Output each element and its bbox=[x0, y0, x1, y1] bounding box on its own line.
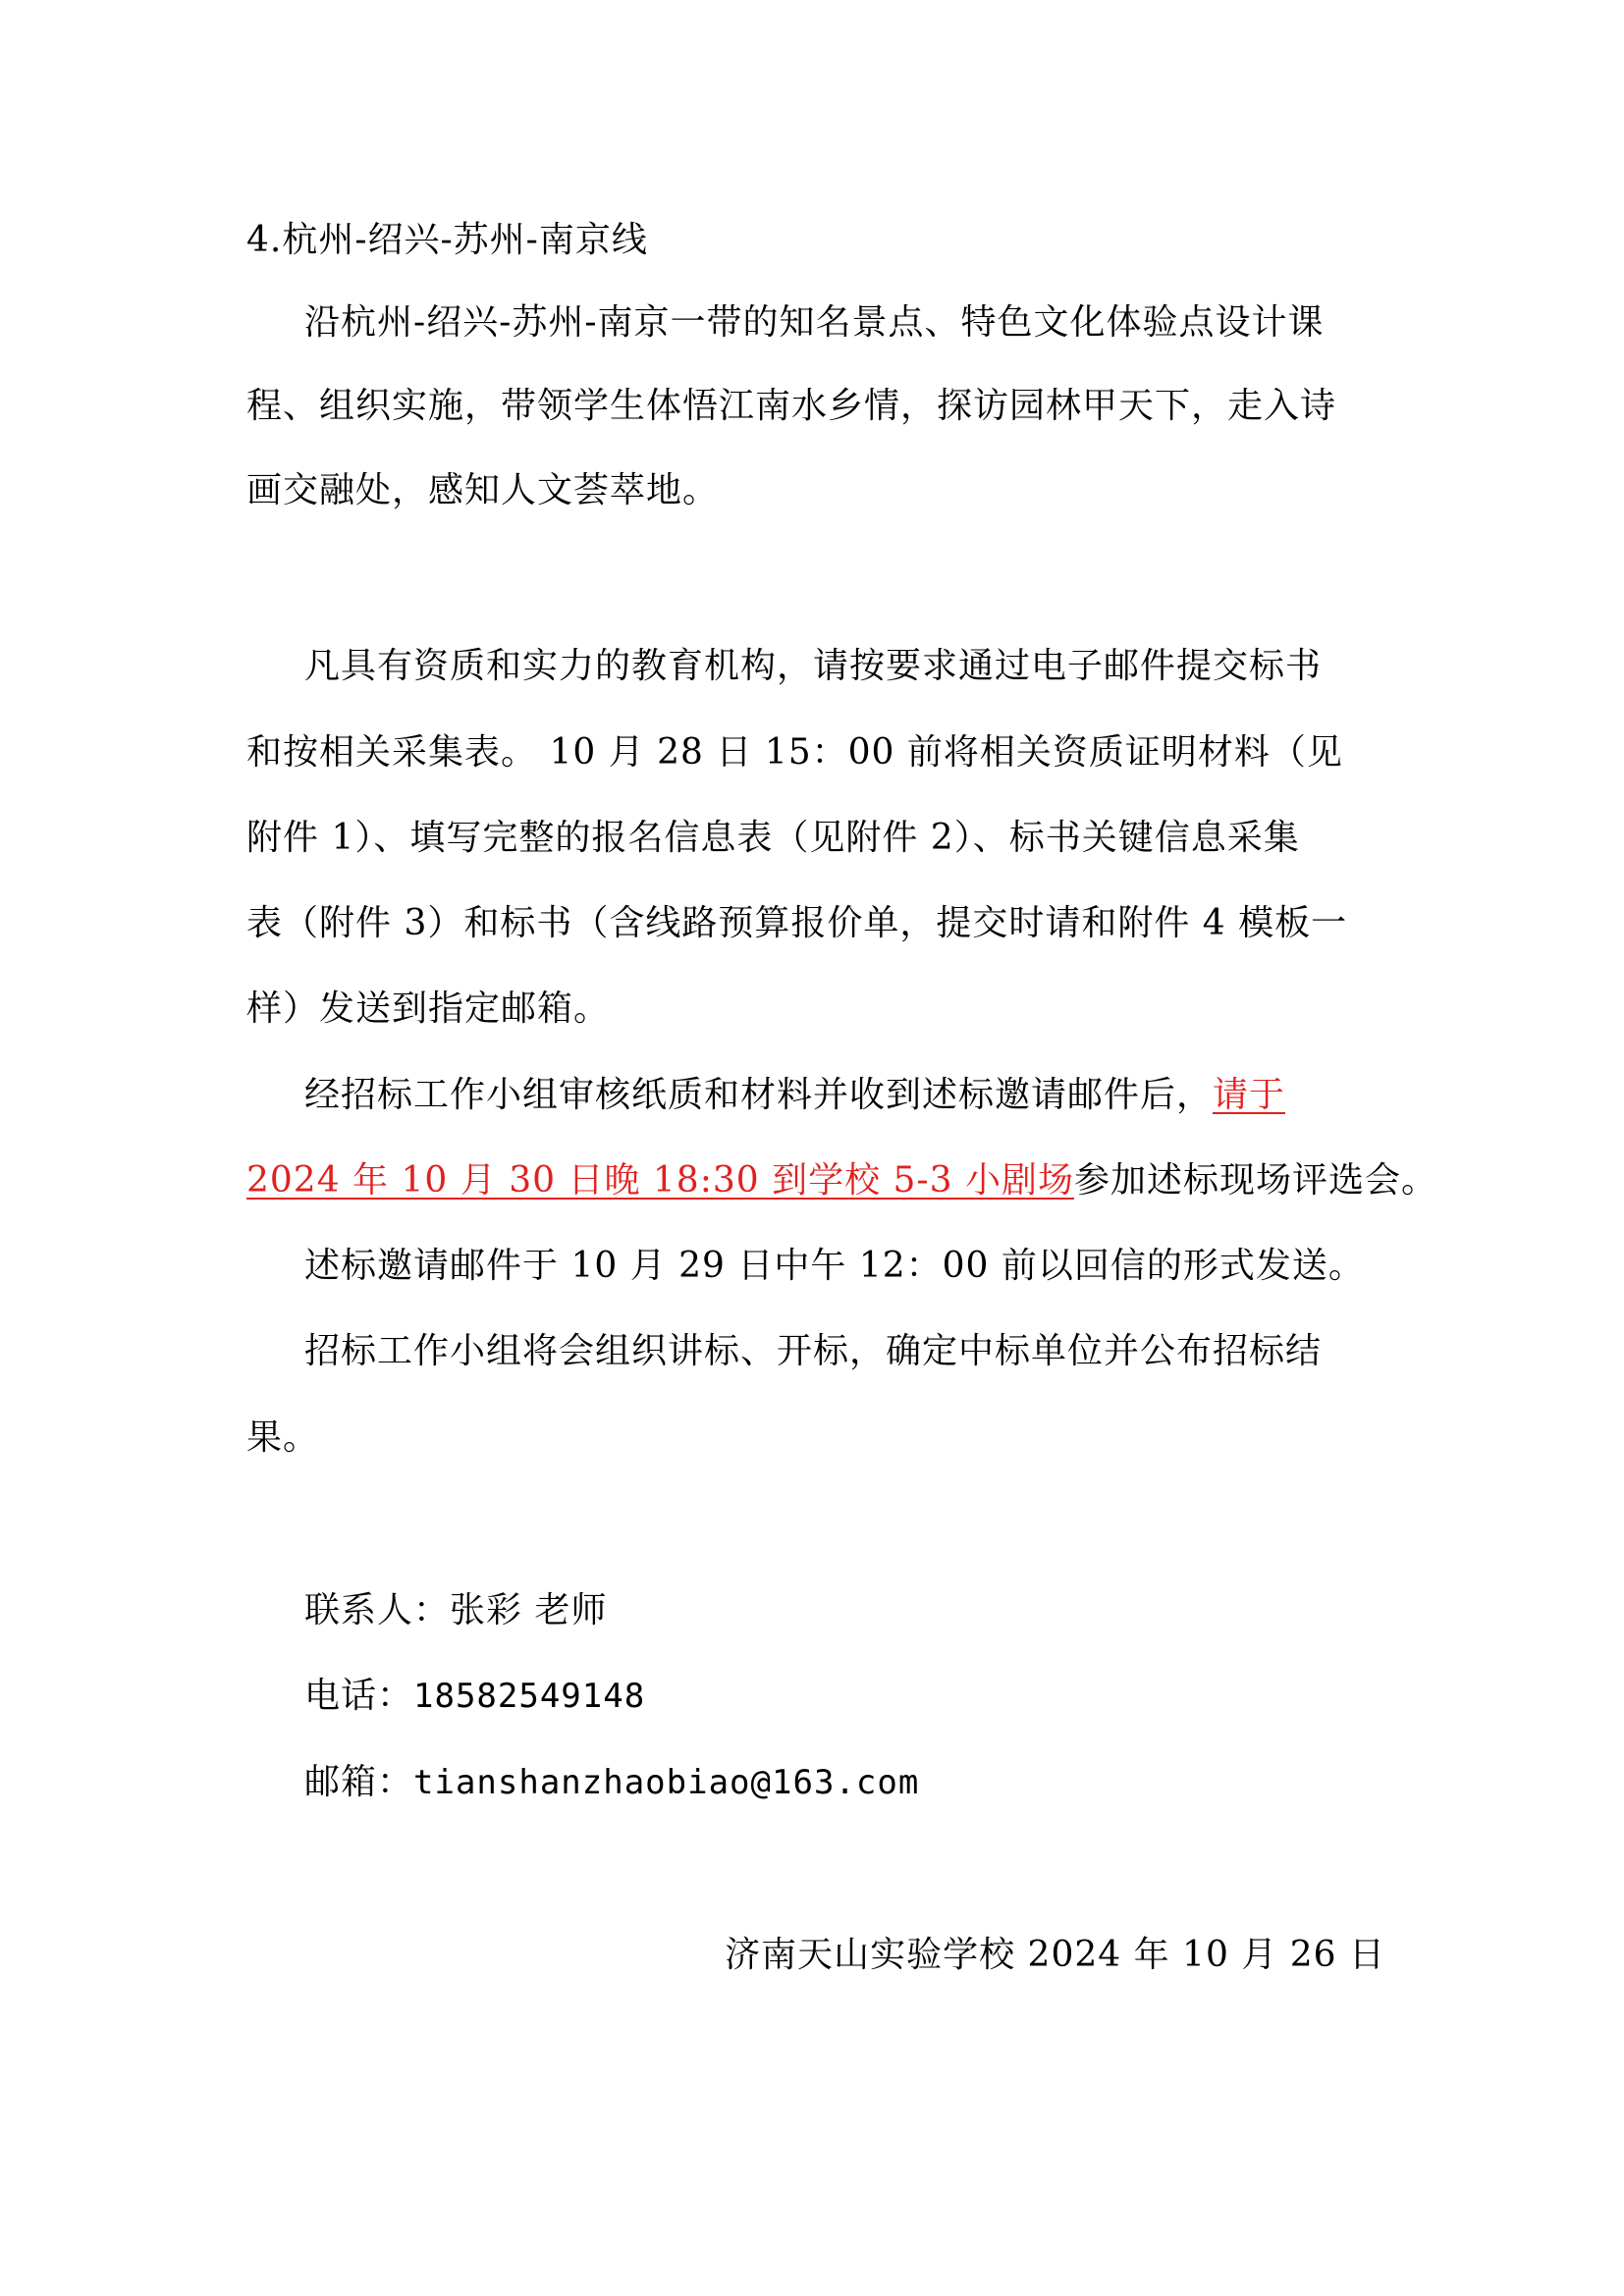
review-highlight-start: 请于 bbox=[1213, 1075, 1286, 1115]
submission-line-3: 附件 1）、填写完整的报名信息表（见附件 2）、标书关键信息采集 bbox=[246, 818, 1300, 858]
review-line-2 bbox=[246, 1157, 1437, 1204]
contact-phone-value: 18582549148 bbox=[413, 1677, 646, 1716]
contact-email-value[interactable]: tianshanzhaobiao@163.com bbox=[413, 1763, 920, 1802]
contact-phone-label: 电话： bbox=[304, 1676, 414, 1716]
route-paragraph-line-1: 沿杭州-绍兴-苏州-南京一带的知名景点、特色文化体验点设计课 bbox=[304, 302, 1325, 343]
review-line-1-prefix: 经招标工作小组审核纸质和材料并收到述标邀请邮件后， bbox=[304, 1075, 1214, 1115]
contact-person-label: 联系人： bbox=[304, 1590, 451, 1630]
result-line-1: 招标工作小组将会组织讲标、开标，确定中标单位并公布招标结 bbox=[304, 1331, 1323, 1371]
section-heading: 4.杭州-绍兴-苏州-南京线 bbox=[246, 220, 648, 260]
review-line-1 bbox=[304, 1072, 1443, 1119]
route-paragraph-line-3: 画交融处，感知人文荟萃地。 bbox=[246, 470, 720, 510]
review-line-2-suffix: 参加述标现场评选会。 bbox=[1073, 1160, 1437, 1201]
contact-email bbox=[304, 1759, 1443, 1806]
contact-person-value: 张彩 老师 bbox=[450, 1590, 608, 1630]
contact-person bbox=[304, 1587, 1443, 1634]
contact-email-label: 邮箱： bbox=[304, 1762, 414, 1802]
submission-line-4: 表（附件 3）和标书（含线路预算报价单，提交时请和附件 4 模板一 bbox=[246, 903, 1348, 943]
signature-line: 济南天山实验学校 2024 年 10 月 26 日 bbox=[725, 1935, 1385, 1975]
review-highlight-date-location: 2024 年 10 月 30 日晚 18:30 到学校 5-3 小剧场 bbox=[246, 1160, 1074, 1201]
submission-line-2: 和按相关采集表。 10 月 28 日 15：00 前将相关资质证明材料（见 bbox=[246, 732, 1343, 773]
contact-phone bbox=[304, 1673, 1443, 1720]
result-line-2: 果。 bbox=[246, 1417, 320, 1458]
invitation-line: 述标邀请邮件于 10 月 29 日中午 12：00 前以回信的形式发送。 bbox=[304, 1246, 1365, 1286]
route-paragraph-line-2: 程、组织实施，带领学生体悟江南水乡情，探访园林甲天下，走入诗 bbox=[246, 386, 1337, 426]
submission-line-5: 样）发送到指定邮箱。 bbox=[246, 988, 611, 1029]
submission-line-1: 凡具有资质和实力的教育机构，请按要求通过电子邮件提交标书 bbox=[304, 646, 1323, 686]
